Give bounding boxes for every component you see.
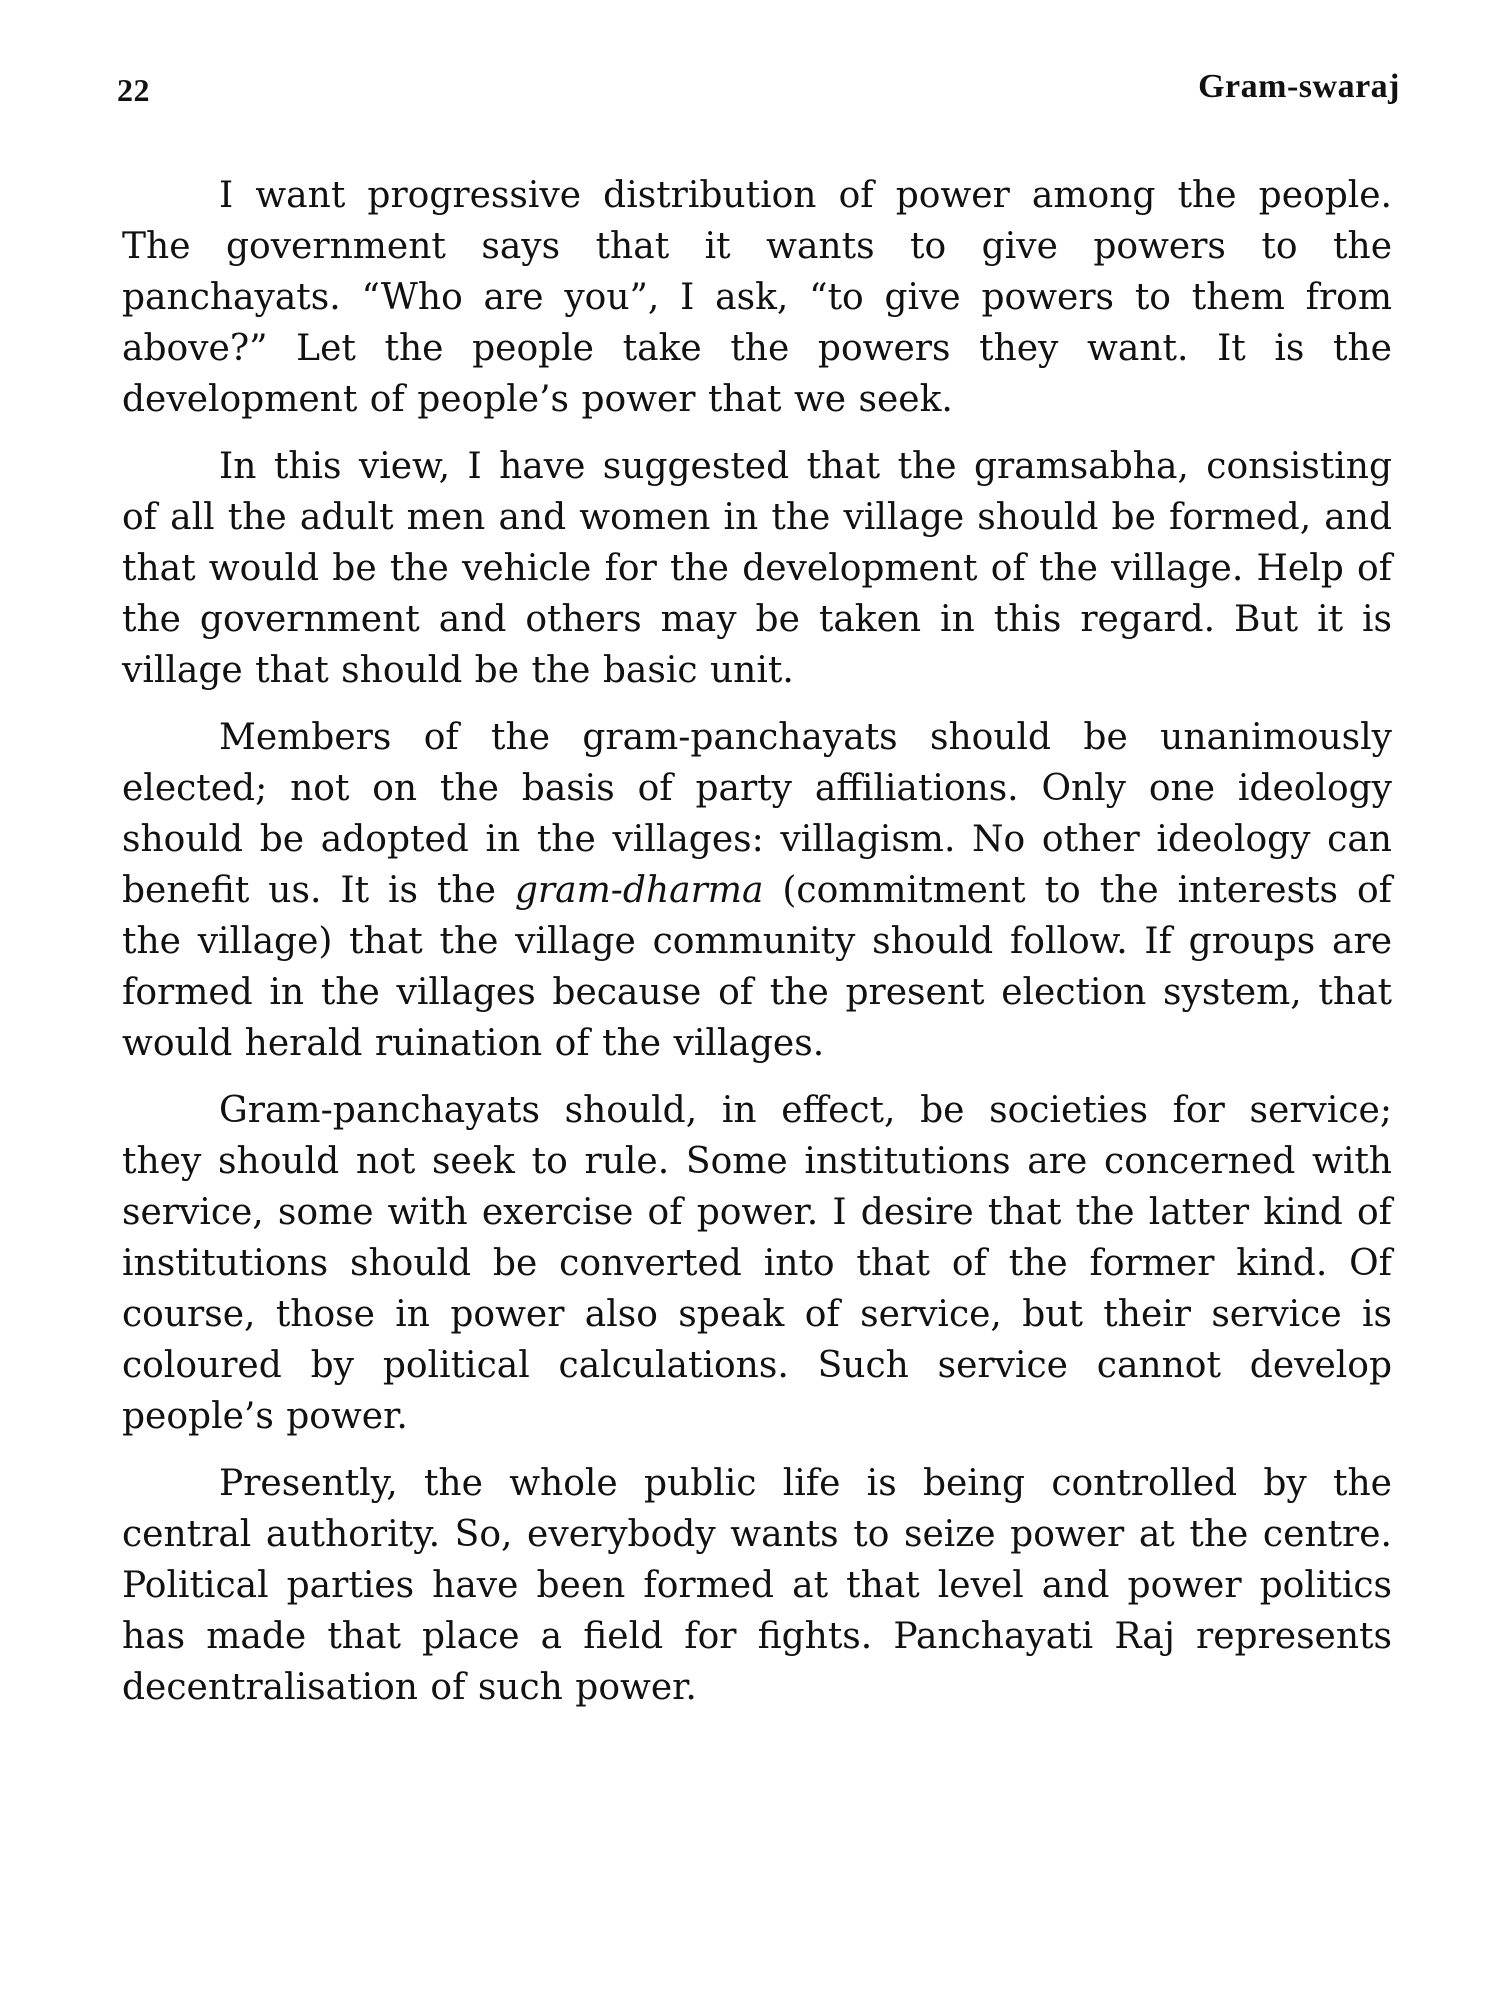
paragraph-5: Presently, the whole public life is being controlled by the central authority. So, everybody wants to seize power at the centre. Political parties have been formed at that level and power politics has made that place a field for fights. Panchayati Raj represents decentralisation of such power. [122, 1463, 1392, 1708]
paragraph-3-text-before: Members of the gram-panchayats should be unanimously elected; not on the basis of party affiliations. Only one ideology should be adopted in the villages: villagism. No other ideology can benefit us. It is the [122, 717, 1392, 911]
body-text [122, 170, 1392, 1729]
paragraph-2: In this view, I have suggested that the gramsabha, consisting of all the adult men and women in the village should be formed, and that would be the vehicle for the development of the village. Help of the government and others may be taken in this regard. But it is village that should be the basic unit. [122, 446, 1392, 691]
paragraph-1: I want progressive distribution of power among the people. The government says that it wants to give powers to the panchayats. “Who are you”, I ask, “to give powers to them from above?” Let the people take the powers they want. It is the development of people’s power that we seek. [122, 175, 1392, 420]
paragraph-3 [122, 712, 1392, 1069]
page-number: 22 [117, 72, 150, 108]
paragraph-3-italic-term: gram-dharma [514, 870, 764, 911]
paragraph-3-text-after: (commitment to the interests of the village) that the village community should follow. If groups are formed in the villages because of the present election system, that would herald ruination of the villages. [122, 870, 1392, 1064]
paragraph-4: Gram-panchayats should, in effect, be societies for service; they should not seek to rule. Some institutions are concerned with service, some with exercise of power. I desire that the latter kind of institutions should be converted into that of the former kind. Of course, those in power also speak of service, but their service is coloured by political calculations. Such service cannot develop people’s power. [122, 1090, 1392, 1437]
running-title: Gram-swaraj [1198, 68, 1400, 105]
